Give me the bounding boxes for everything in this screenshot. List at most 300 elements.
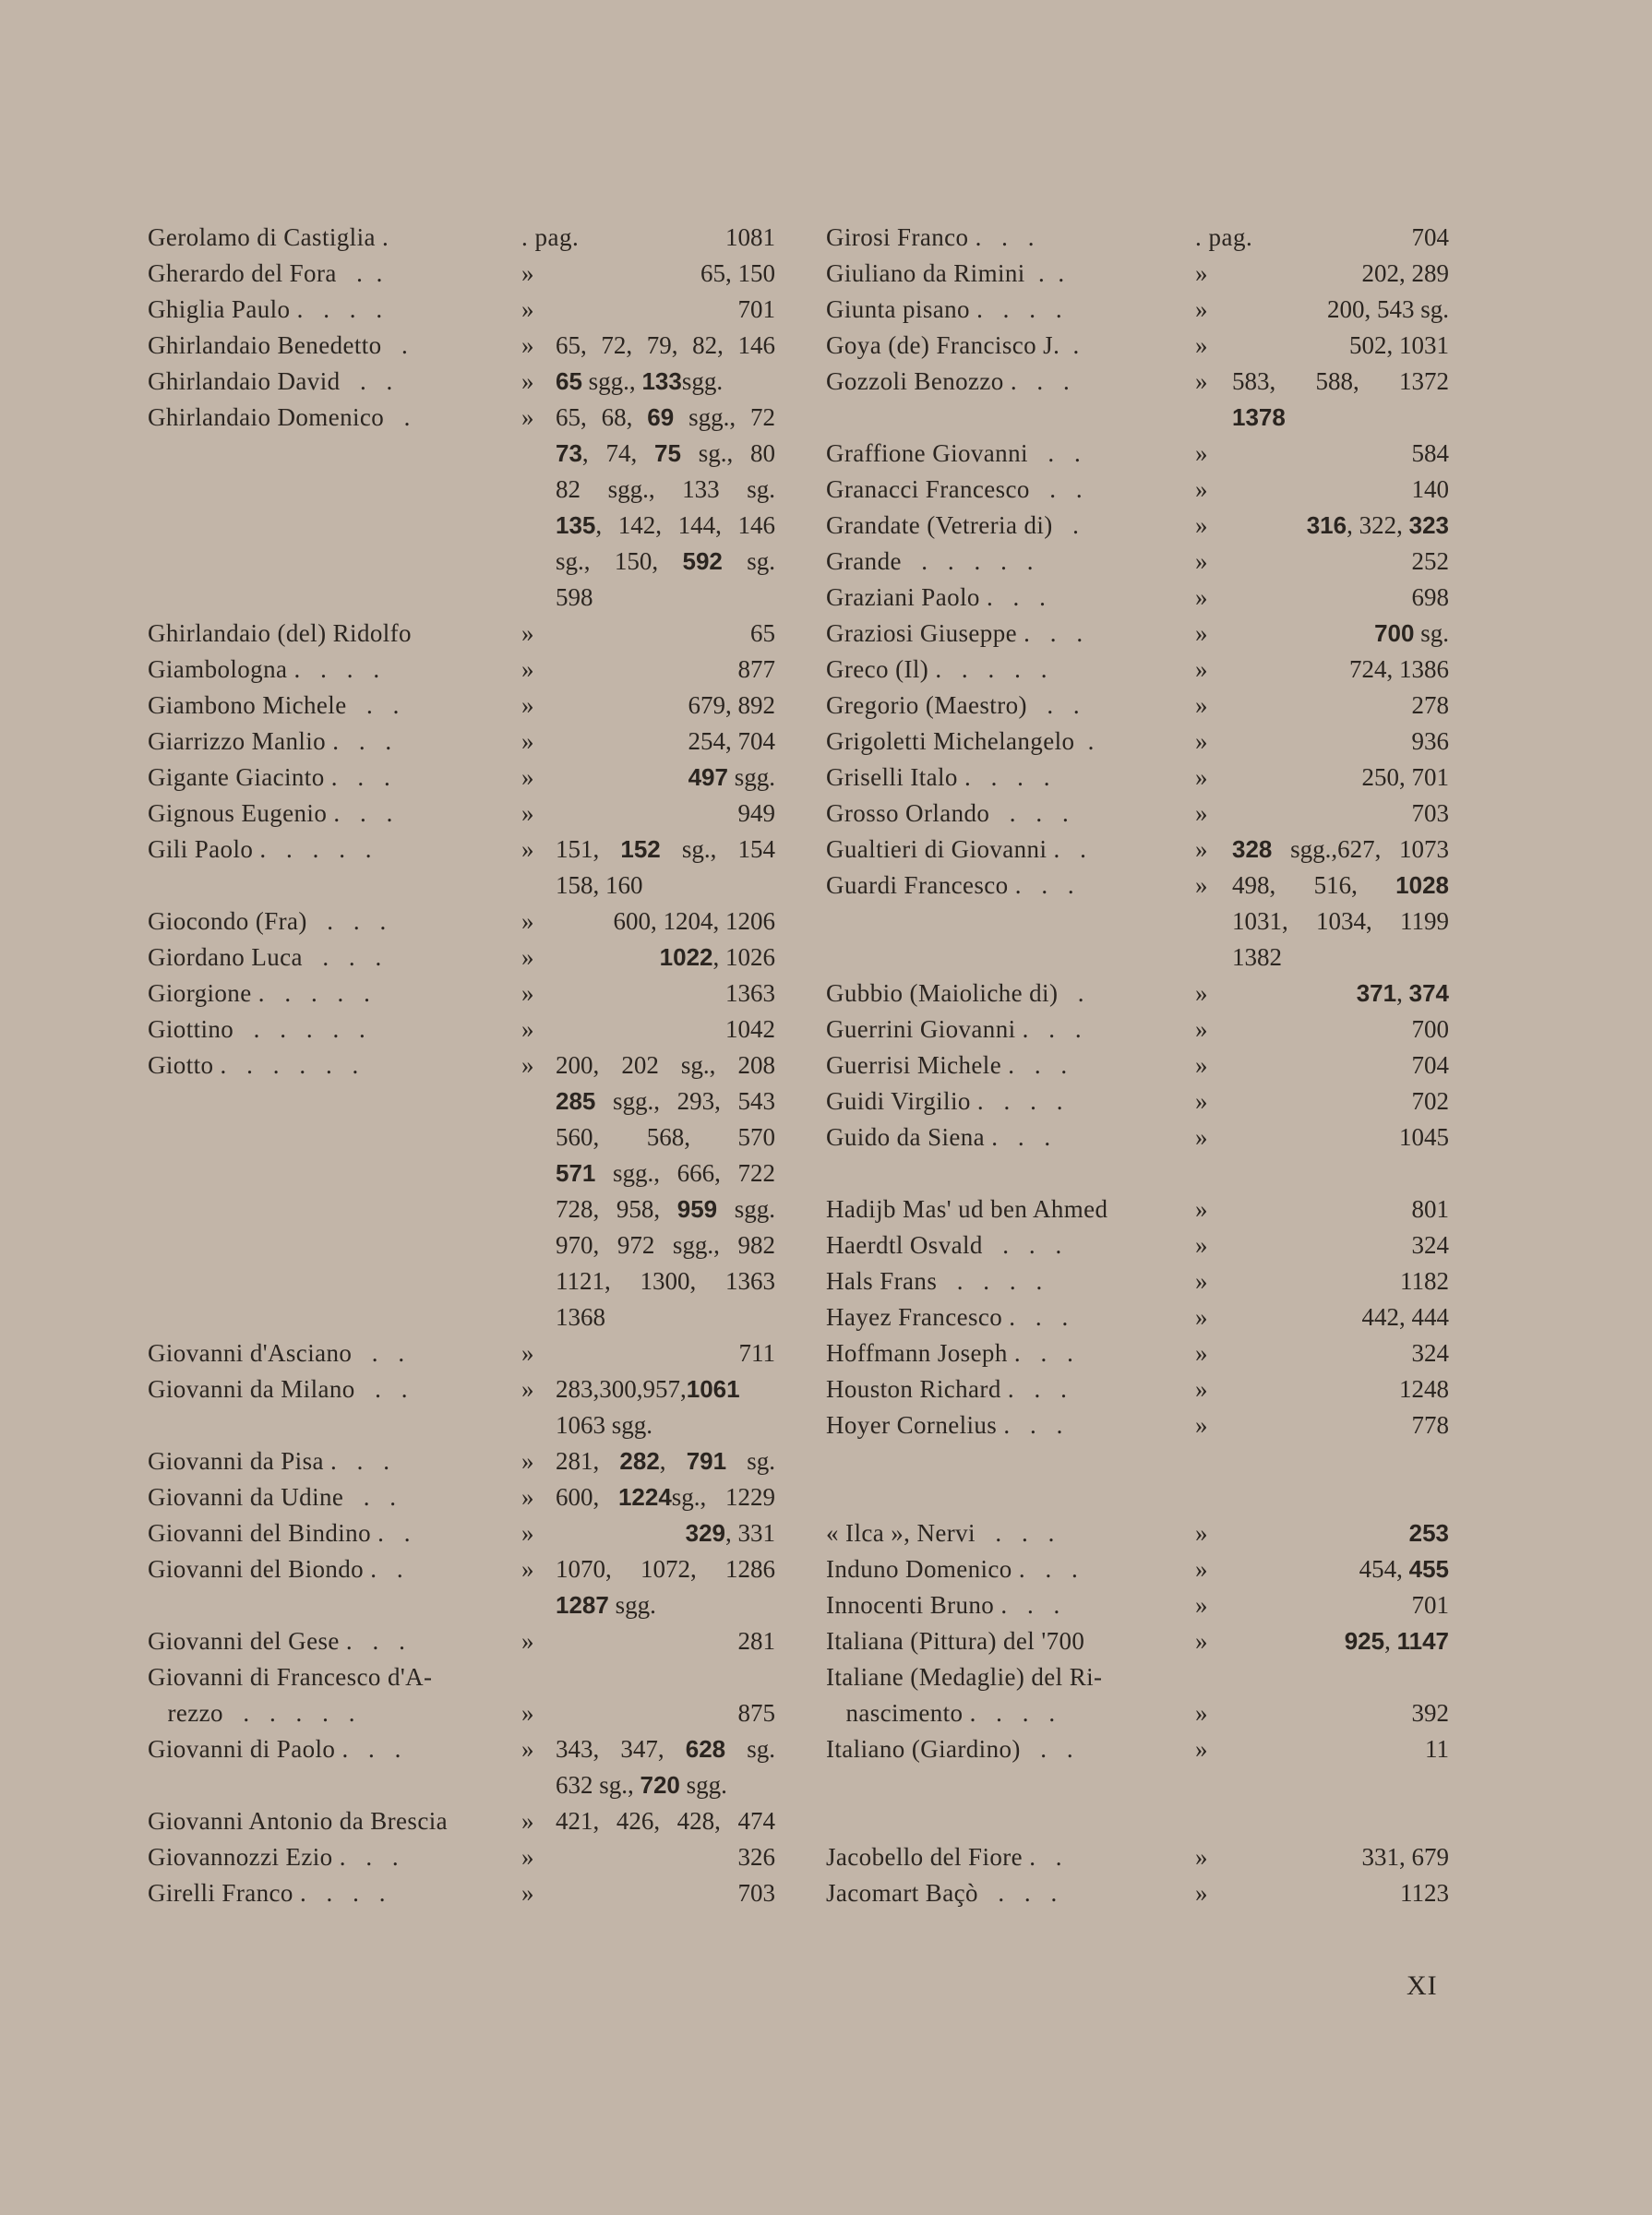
entry-ditto-mark: »: [1195, 1231, 1208, 1259]
entry-page-refs: 324: [1411, 1231, 1449, 1259]
entry-ditto-mark: »: [521, 727, 534, 755]
entry-name: Grandate (Vetreria di) .: [826, 511, 1080, 539]
entry-page-refs: 158, 160: [556, 871, 643, 899]
index-entry: [148, 1623, 775, 1659]
entry-page-refs: 703: [1411, 799, 1449, 827]
entry-page-refs: 679, 892: [688, 691, 775, 719]
entry-page-refs: 970, 972 sgg., 982: [556, 1231, 775, 1259]
index-entry: [826, 1048, 1463, 1084]
entry-page-refs: 283,300,957,1061: [556, 1375, 740, 1403]
entry-name: Griselli Italo . . . .: [826, 763, 1050, 791]
index-entry: [148, 1695, 775, 1731]
entry-page-refs: 925, 1147: [1344, 1627, 1449, 1655]
entry-page-refs: 421, 426, 428, 474: [556, 1807, 775, 1835]
index-entry: [148, 1839, 775, 1875]
index-entry: [826, 1191, 1463, 1227]
index-entry: [826, 1767, 1463, 1803]
entry-page-refs: 584: [1411, 439, 1449, 467]
index-entry: [826, 1623, 1463, 1659]
entry-ditto-mark: »: [521, 1051, 534, 1079]
entry-page-refs: 700: [1411, 1015, 1449, 1043]
entry-name: Induno Domenico . . .: [826, 1555, 1079, 1583]
entry-ditto-mark: »: [521, 1627, 534, 1655]
index-entry: [148, 868, 775, 904]
entry-ditto-mark: »: [521, 691, 534, 719]
entry-page-refs: 1081: [725, 223, 775, 251]
index-entry: [148, 904, 775, 940]
entry-ditto-mark: »: [521, 835, 534, 863]
entry-page-refs: 1063 sgg.: [556, 1411, 653, 1439]
entry-page-refs: 1070, 1072, 1286: [556, 1555, 775, 1583]
entry-name: Greco (Il) . . . . .: [826, 655, 1047, 683]
index-entry: [148, 292, 775, 328]
entry-name: Graziosi Giuseppe . . .: [826, 619, 1083, 647]
entry-page-refs: 801: [1411, 1195, 1449, 1223]
index-entry: [826, 1227, 1463, 1263]
index-entry: [148, 580, 775, 616]
entry-page-refs: 701: [1411, 1591, 1449, 1619]
index-entry: [826, 1012, 1463, 1048]
entry-name: Guidi Virgilio . . . .: [826, 1087, 1063, 1115]
index-entry: [148, 220, 775, 256]
index-entry: [148, 400, 775, 436]
entry-name: Ghiglia Paulo . . . .: [148, 295, 383, 323]
entry-ditto-mark: »: [1195, 871, 1208, 899]
entry-name: Giottino . . . . .: [148, 1015, 366, 1043]
entry-name: Giocondo (Fra) . . .: [148, 907, 387, 935]
index-entry: [148, 1191, 775, 1227]
entry-name: Gregorio (Maestro) . .: [826, 691, 1081, 719]
index-entry: [148, 256, 775, 292]
entry-ditto-mark: »: [1195, 331, 1208, 359]
entry-name: Girelli Franco . . . .: [148, 1879, 386, 1907]
entry-name: Giordano Luca . . .: [148, 943, 382, 971]
entry-name: Giovanni del Biondo . .: [148, 1555, 403, 1583]
index-entry: [148, 1407, 775, 1443]
entry-name: Giovanni da Milano . .: [148, 1375, 408, 1403]
entry-page-refs: 502, 1031: [1349, 331, 1449, 359]
index-entry: [826, 1084, 1463, 1119]
index-entry: [826, 1803, 1463, 1839]
entry-page-refs: sg., 150, 592 sg.: [556, 547, 775, 575]
entry-name: Hoffmann Joseph . . .: [826, 1339, 1074, 1367]
entry-ditto-mark: »: [1195, 1735, 1208, 1763]
entry-name: Ghirlandaio David . .: [148, 367, 393, 395]
entry-ditto-mark: »: [1195, 1087, 1208, 1115]
entry-ditto-mark: »: [1195, 511, 1208, 539]
entry-page-refs: 250, 701: [1361, 763, 1449, 791]
entry-name: Girosi Franco . . .: [826, 223, 1035, 251]
index-entry: [826, 1299, 1463, 1335]
entry-ditto-mark: »: [521, 1879, 534, 1907]
entry-ditto-mark: »: [521, 619, 534, 647]
entry-ditto-mark: »: [521, 655, 534, 683]
entry-page-refs: 1368: [556, 1303, 605, 1331]
entry-ditto-mark: »: [1195, 619, 1208, 647]
entry-ditto-mark: »: [521, 799, 534, 827]
entry-name: Giarrizzo Manlio . . .: [148, 727, 392, 755]
index-entry: [148, 1227, 775, 1263]
index-entry: [826, 796, 1463, 832]
index-entry: [148, 1479, 775, 1515]
entry-name: « Ilca », Nervi . . .: [826, 1519, 1055, 1547]
entry-page-refs: 371, 374: [1356, 979, 1449, 1007]
entry-page-refs: 704: [1411, 223, 1449, 251]
entry-ditto-mark: »: [521, 979, 534, 1007]
entry-ditto-mark: »: [1195, 1699, 1208, 1727]
entry-name: Ghirlandaio (del) Ridolfo: [148, 619, 412, 647]
entry-name: Jacomart Baçò . . .: [826, 1879, 1058, 1907]
entry-name: Grande . . . . .: [826, 547, 1034, 575]
entry-name: Giovanni da Pisa . . .: [148, 1447, 390, 1475]
index-entry: [826, 328, 1463, 364]
entry-page-refs: 497 sgg.: [688, 763, 775, 791]
entry-name: Innocenti Bruno . . .: [826, 1591, 1060, 1619]
index-entry: [826, 220, 1463, 256]
index-entry: [826, 1407, 1463, 1443]
entry-name: Gignous Eugenio . . .: [148, 799, 393, 827]
entry-ditto-mark: »: [1195, 1627, 1208, 1655]
entry-ditto-mark: »: [1195, 727, 1208, 755]
entry-page-refs: 140: [1411, 475, 1449, 503]
index-entry: [826, 400, 1463, 436]
page-folio: XI: [1407, 1970, 1438, 2001]
entry-page-refs: 392: [1411, 1699, 1449, 1727]
entry-ditto-mark: . pag.: [1195, 223, 1253, 251]
entry-page-refs: 1031, 1034, 1199: [1232, 907, 1449, 935]
entry-ditto-mark: »: [521, 1519, 534, 1547]
entry-ditto-mark: »: [1195, 1267, 1208, 1295]
entry-name: Giunta pisano . . . .: [826, 295, 1063, 323]
index-entry: [826, 364, 1463, 400]
index-entry: [148, 1335, 775, 1371]
entry-name: Houston Richard . . .: [826, 1375, 1068, 1403]
entry-ditto-mark: »: [521, 367, 534, 395]
index-entry: [826, 1479, 1463, 1515]
index-entry: [148, 616, 775, 652]
entry-name: Giovanni Antonio da Brescia: [148, 1807, 448, 1835]
index-entry: [148, 1048, 775, 1084]
entry-ditto-mark: »: [1195, 1051, 1208, 1079]
index-entry: [148, 1263, 775, 1299]
index-entry: [148, 436, 775, 472]
index-entry: [826, 1263, 1463, 1299]
entry-name: rezzo . . . . .: [148, 1699, 355, 1727]
index-entry: [826, 544, 1463, 580]
entry-ditto-mark: »: [521, 331, 534, 359]
entry-ditto-mark: »: [1195, 1303, 1208, 1331]
index-entry: [148, 1371, 775, 1407]
entry-page-refs: 877: [737, 655, 775, 683]
entry-page-refs: 949: [737, 799, 775, 827]
index-entry: [148, 1767, 775, 1803]
entry-name: Italiano (Giardino) . .: [826, 1735, 1073, 1763]
entry-page-refs: 632 sg., 720 sgg.: [556, 1771, 727, 1799]
entry-page-refs: 65: [750, 619, 775, 647]
entry-name: Gubbio (Maioliche di) .: [826, 979, 1084, 1007]
index-entry: [148, 1515, 775, 1551]
index-entry: [826, 1587, 1463, 1623]
entry-page-refs: 875: [737, 1699, 775, 1727]
entry-ditto-mark: . pag.: [521, 223, 580, 251]
entry-ditto-mark: »: [1195, 691, 1208, 719]
entry-ditto-mark: »: [521, 1015, 534, 1043]
entry-ditto-mark: »: [1195, 439, 1208, 467]
entry-page-refs: 442, 444: [1361, 1303, 1449, 1331]
entry-name: Guerrini Giovanni . . .: [826, 1015, 1083, 1043]
entry-name: Gozzoli Benozzo . . .: [826, 367, 1071, 395]
index-entry: [826, 508, 1463, 544]
entry-name: Giovanni d'Asciano . .: [148, 1339, 405, 1367]
entry-name: Giovanni del Bindino . .: [148, 1519, 411, 1547]
entry-name: Graffione Giovanni . .: [826, 439, 1082, 467]
index-entry: [148, 652, 775, 688]
entry-ditto-mark: »: [1195, 1879, 1208, 1907]
entry-page-refs: 73, 74, 75 sg., 80: [556, 439, 775, 467]
entry-ditto-mark: »: [1195, 583, 1208, 611]
entry-ditto-mark: »: [521, 943, 534, 971]
entry-ditto-mark: »: [1195, 1195, 1208, 1223]
index-entry: [826, 1695, 1463, 1731]
entry-ditto-mark: »: [521, 1483, 534, 1511]
entry-name: Hoyer Cornelius . . .: [826, 1411, 1063, 1439]
index-entry: [826, 1119, 1463, 1155]
entry-name: Granacci Francesco . .: [826, 475, 1083, 503]
entry-ditto-mark: »: [1195, 763, 1208, 791]
entry-ditto-mark: »: [1195, 979, 1208, 1007]
index-entry: [148, 508, 775, 544]
entry-page-refs: 1123: [1400, 1879, 1449, 1907]
index-entry: [826, 580, 1463, 616]
index-entry: [826, 292, 1463, 328]
index-entry: [826, 724, 1463, 760]
entry-page-refs: 65, 150: [700, 259, 775, 287]
entry-page-refs: 343, 347, 628 sg.: [556, 1735, 775, 1763]
index-entry: [148, 760, 775, 796]
entry-name: Giorgione . . . . .: [148, 979, 371, 1007]
entry-name: Grosso Orlando . . .: [826, 799, 1070, 827]
index-entry: [148, 724, 775, 760]
entry-page-refs: 724, 1386: [1349, 655, 1449, 683]
entry-ditto-mark: »: [1195, 1555, 1208, 1583]
entry-ditto-mark: »: [521, 1699, 534, 1727]
entry-ditto-mark: »: [1195, 1519, 1208, 1547]
entry-ditto-mark: »: [1195, 1411, 1208, 1439]
index-entry: [826, 688, 1463, 724]
entry-ditto-mark: »: [521, 295, 534, 323]
entry-ditto-mark: »: [521, 1843, 534, 1871]
entry-page-refs: 326: [737, 1843, 775, 1871]
entry-page-refs: 1382: [1232, 943, 1282, 971]
entry-page-refs: 278: [1411, 691, 1449, 719]
entry-ditto-mark: »: [521, 1555, 534, 1583]
index-entry: [826, 1839, 1463, 1875]
entry-page-refs: 1042: [725, 1015, 775, 1043]
entry-ditto-mark: »: [1195, 1339, 1208, 1367]
index-entry: [148, 976, 775, 1012]
index-entry: [148, 1443, 775, 1479]
index-entry: [826, 1515, 1463, 1551]
entry-page-refs: 1182: [1400, 1267, 1449, 1295]
entry-ditto-mark: »: [1195, 475, 1208, 503]
entry-page-refs: 600, 1224sg., 1229: [556, 1483, 775, 1511]
index-entry: [826, 868, 1463, 904]
index-entry: [148, 1012, 775, 1048]
entry-ditto-mark: »: [1195, 367, 1208, 395]
index-column-right: [826, 220, 1463, 1911]
entry-page-refs: 200, 543 sg.: [1326, 295, 1449, 323]
index-entry: [148, 1084, 775, 1119]
entry-name: Gili Paolo . . . . .: [148, 835, 372, 863]
entry-name: Hayez Francesco . . .: [826, 1303, 1069, 1331]
entry-page-refs: 728, 958, 959 sgg.: [556, 1195, 775, 1223]
index-entry: [826, 1155, 1463, 1191]
entry-name: Gigante Giacinto . . .: [148, 763, 391, 791]
entry-page-refs: 328 sgg.,627, 1073: [1232, 835, 1449, 863]
entry-page-refs: 454, 455: [1359, 1555, 1449, 1583]
index-entry: [148, 328, 775, 364]
entry-page-refs: 329, 331: [685, 1519, 775, 1547]
entry-ditto-mark: »: [521, 1339, 534, 1367]
index-entry: [148, 364, 775, 400]
entry-page-refs: 82 sgg., 133 sg.: [556, 475, 775, 503]
index-entry: [826, 1659, 1463, 1695]
index-entry: [148, 796, 775, 832]
entry-page-refs: 704: [1411, 1051, 1449, 1079]
entry-page-refs: 65 sgg., 133sgg.: [556, 367, 724, 395]
entry-page-refs: 598: [556, 583, 593, 611]
entry-name: Goya (de) Francisco J. .: [826, 331, 1080, 359]
index-entry: [826, 1551, 1463, 1587]
entry-ditto-mark: »: [521, 259, 534, 287]
entry-page-refs: 560, 568, 570: [556, 1123, 775, 1151]
entry-name: Giovanni da Udine . .: [148, 1483, 397, 1511]
entry-ditto-mark: »: [1195, 1015, 1208, 1043]
index-entry: [148, 940, 775, 976]
entry-page-refs: 65, 72, 79, 82, 146: [556, 331, 775, 359]
entry-name: Guardi Francesco . . .: [826, 871, 1075, 899]
entry-page-refs: 135, 142, 144, 146: [556, 511, 775, 539]
entry-ditto-mark: »: [521, 1375, 534, 1403]
entry-ditto-mark: »: [1195, 1843, 1208, 1871]
entry-name: Italiane (Medaglie) del Ri-: [826, 1663, 1103, 1691]
index-entry: [148, 1875, 775, 1911]
entry-page-refs: 936: [1411, 727, 1449, 755]
entry-page-refs: 701: [737, 295, 775, 323]
entry-name: Hadijb Mas' ud ben Ahmed: [826, 1195, 1108, 1223]
entry-name: nascimento . . . .: [826, 1699, 1056, 1727]
entry-ditto-mark: »: [521, 907, 534, 935]
entry-page-refs: 281: [737, 1627, 775, 1655]
entry-page-refs: 11: [1425, 1735, 1449, 1763]
index-entry: [148, 832, 775, 868]
entry-page-refs: 281, 282, 791 sg.: [556, 1447, 776, 1475]
index-entry: [148, 1731, 775, 1767]
index-entry: [826, 760, 1463, 796]
entry-page-refs: 571 sgg., 666, 722: [556, 1159, 775, 1187]
entry-name: Ghirlandaio Domenico .: [148, 403, 411, 431]
entry-ditto-mark: »: [1195, 547, 1208, 575]
entry-page-refs: 65, 68, 69 sgg., 72: [556, 403, 775, 431]
entry-name: Giambono Michele . .: [148, 691, 400, 719]
entry-ditto-mark: »: [1195, 1123, 1208, 1151]
entry-name: Gherardo del Fora . .: [148, 259, 383, 287]
index-entry: [826, 1731, 1463, 1767]
entry-name: Guerrisi Michele . . .: [826, 1051, 1068, 1079]
index-entry: [826, 940, 1463, 976]
entry-page-refs: 151, 152 sg., 154: [556, 835, 776, 863]
index-entry: [148, 1659, 775, 1695]
entry-name: Grigoletti Michelangelo .: [826, 727, 1095, 755]
index-entry: [148, 544, 775, 580]
index-entry: [148, 1299, 775, 1335]
entry-page-refs: 1287 sgg.: [556, 1591, 656, 1619]
entry-name: Graziani Paolo . . .: [826, 583, 1047, 611]
entry-ditto-mark: »: [1195, 295, 1208, 323]
entry-page-refs: 600, 1204, 1206: [613, 907, 775, 935]
entry-name: Ghirlandaio Benedetto .: [148, 331, 409, 359]
entry-page-refs: 254, 704: [688, 727, 775, 755]
entry-page-refs: 703: [737, 1879, 775, 1907]
entry-page-refs: 1121, 1300, 1363: [556, 1267, 775, 1295]
entry-name: Giovanni di Paolo . . .: [148, 1735, 401, 1763]
entry-ditto-mark: »: [1195, 799, 1208, 827]
entry-name: Giotto . . . . . .: [148, 1051, 359, 1079]
entry-page-refs: 1045: [1399, 1123, 1449, 1151]
entry-name: Giovanni del Gese . . .: [148, 1627, 406, 1655]
entry-page-refs: 316, 322, 323: [1306, 511, 1449, 539]
entry-name: Giambologna . . . .: [148, 655, 380, 683]
entry-page-refs: 200, 202 sg., 208: [556, 1051, 775, 1079]
entry-page-refs: 698: [1411, 583, 1449, 611]
entry-page-refs: 285 sgg., 293, 543: [556, 1087, 775, 1115]
index-entry: [148, 472, 775, 508]
entry-page-refs: 583, 588, 1372: [1232, 367, 1449, 395]
index-entry: [826, 1443, 1463, 1479]
entry-name: Guido da Siena . . .: [826, 1123, 1051, 1151]
entry-name: Giovanni di Francesco d'A-: [148, 1663, 433, 1691]
index-entry: [148, 688, 775, 724]
entry-ditto-mark: »: [521, 1447, 534, 1475]
entry-name: Haerdtl Osvald . . .: [826, 1231, 1062, 1259]
index-entry: [148, 1119, 775, 1155]
entry-ditto-mark: »: [521, 1807, 534, 1835]
entry-ditto-mark: »: [521, 1735, 534, 1763]
index-entry: [148, 1803, 775, 1839]
index-entry: [826, 976, 1463, 1012]
entry-ditto-mark: »: [1195, 835, 1208, 863]
index-entry: [148, 1587, 775, 1623]
entry-ditto-mark: »: [1195, 655, 1208, 683]
index-entry: [826, 616, 1463, 652]
entry-ditto-mark: »: [1195, 259, 1208, 287]
index-entry: [826, 1335, 1463, 1371]
entry-name: Italiana (Pittura) del '700: [826, 1627, 1085, 1655]
entry-name: Gualtieri di Giovanni . .: [826, 835, 1087, 863]
entry-page-refs: 1248: [1399, 1375, 1449, 1403]
entry-page-refs: 778: [1411, 1411, 1449, 1439]
index-entry: [148, 1551, 775, 1587]
entry-page-refs: 498, 516, 1028: [1232, 871, 1449, 899]
index-entry: [826, 436, 1463, 472]
entry-name: Gerolamo di Castiglia .: [148, 223, 389, 251]
entry-page-refs: 1378: [1232, 403, 1286, 431]
entry-name: Giovannozzi Ezio . . .: [148, 1843, 400, 1871]
index-entry: [826, 1371, 1463, 1407]
entry-name: Hals Frans . . . .: [826, 1267, 1043, 1295]
entry-ditto-mark: »: [1195, 1375, 1208, 1403]
index-entry: [826, 472, 1463, 508]
